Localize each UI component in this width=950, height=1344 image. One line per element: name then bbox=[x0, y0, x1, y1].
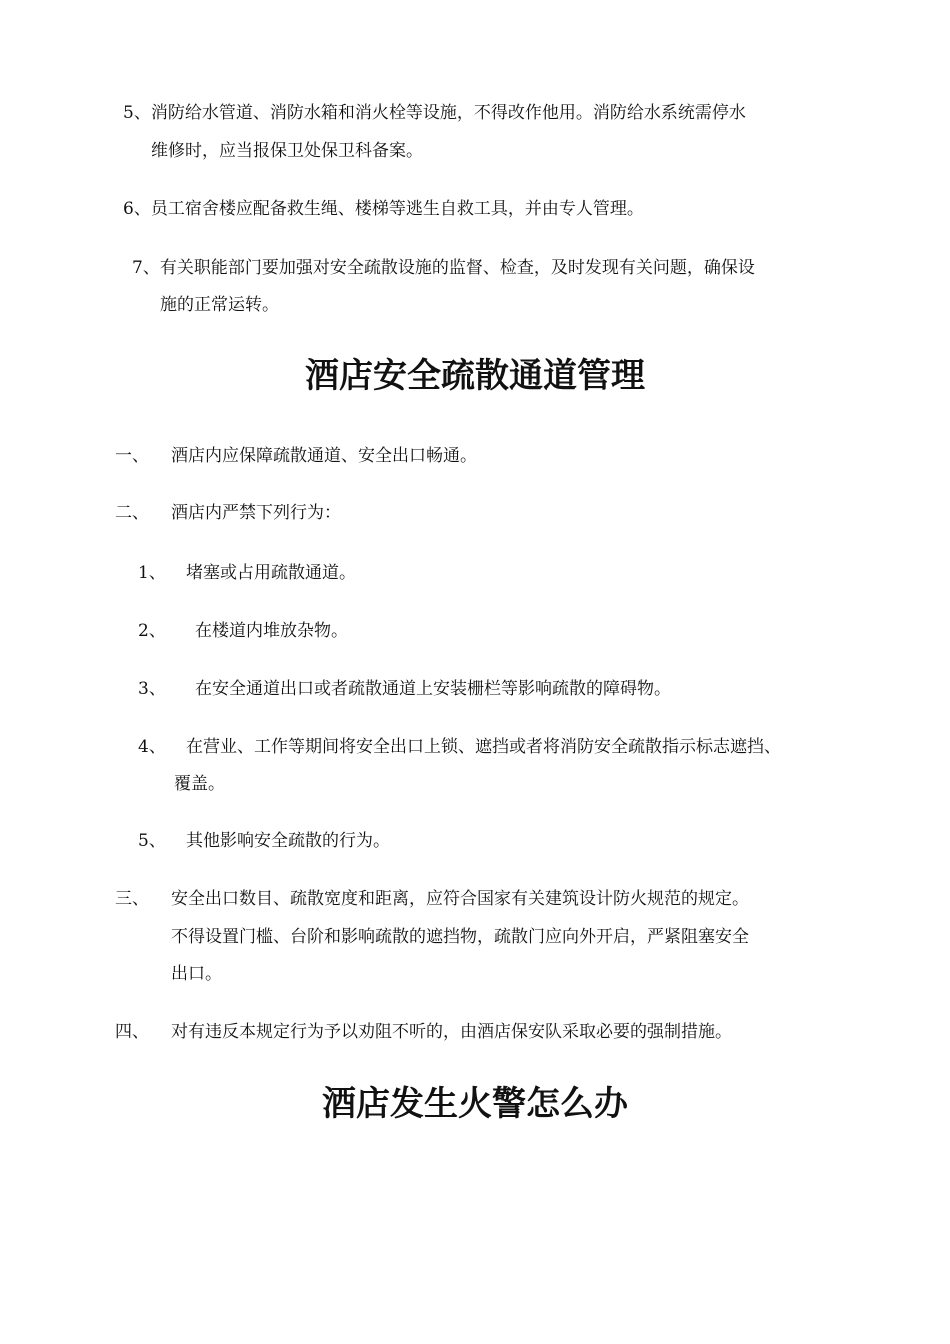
item-3-number: 三、 bbox=[115, 889, 149, 909]
item-3-line2: 不得设置门槛、台阶和影响疏散的遮挡物，疏散门应向外开启，严紧阻塞安全 bbox=[171, 927, 749, 947]
subitem-2-number: 2、 bbox=[138, 621, 166, 641]
item-4-number: 四、 bbox=[115, 1022, 149, 1042]
intro-item-6: 6、员工宿舍楼应配备救生绳、楼梯等逃生自救工具，并由专人管理。 bbox=[123, 199, 644, 219]
intro-item-7-line1: 7、有关职能部门要加强对安全疏散设施的监督、检查，及时发现有关问题，确保设 bbox=[132, 258, 755, 278]
subitem-4-number: 4、 bbox=[138, 737, 166, 757]
section-title-evacuation: 酒店安全疏散通道管理 bbox=[305, 356, 645, 396]
subitem-4-text-cont: 覆盖。 bbox=[174, 774, 225, 794]
intro-item-7-line2: 施的正常运转。 bbox=[160, 295, 279, 315]
item-3-line3: 出口。 bbox=[171, 964, 222, 984]
item-2-number: 二、 bbox=[115, 503, 149, 523]
item-1-number: 一、 bbox=[115, 446, 149, 466]
item-3-line1: 安全出口数目、疏散宽度和距离，应符合国家有关建筑设计防火规范的规定。 bbox=[171, 889, 749, 909]
section-title-fire-alarm: 酒店发生火警怎么办 bbox=[322, 1084, 628, 1124]
subitem-1-text: 堵塞或占用疏散通道。 bbox=[186, 563, 356, 583]
subitem-5-text: 其他影响安全疏散的行为。 bbox=[186, 831, 390, 851]
subitem-3-number: 3、 bbox=[138, 679, 166, 699]
subitem-4-text: 在营业、工作等期间将安全出口上锁、遮挡或者将消防安全疏散指示标志遮挡、 bbox=[186, 737, 781, 757]
intro-item-5-line2: 维修时，应当报保卫处保卫科备案。 bbox=[151, 141, 423, 161]
subitem-1-number: 1、 bbox=[138, 563, 166, 583]
intro-item-5-line1: 5、消防给水管道、消防水箱和消火栓等设施，不得改作他用。消防给水系统需停水 bbox=[123, 103, 746, 123]
subitem-2-text: 在楼道内堆放杂物。 bbox=[195, 621, 348, 641]
item-2-text: 酒店内严禁下列行为： bbox=[171, 503, 341, 523]
subitem-3-text: 在安全通道出口或者疏散通道上安装栅栏等影响疏散的障碍物。 bbox=[195, 679, 671, 699]
subitem-5-number: 5、 bbox=[138, 831, 166, 851]
item-1-text: 酒店内应保障疏散通道、安全出口畅通。 bbox=[171, 446, 477, 466]
item-4-text: 对有违反本规定行为予以劝阻不听的，由酒店保安队采取必要的强制措施。 bbox=[171, 1022, 732, 1042]
